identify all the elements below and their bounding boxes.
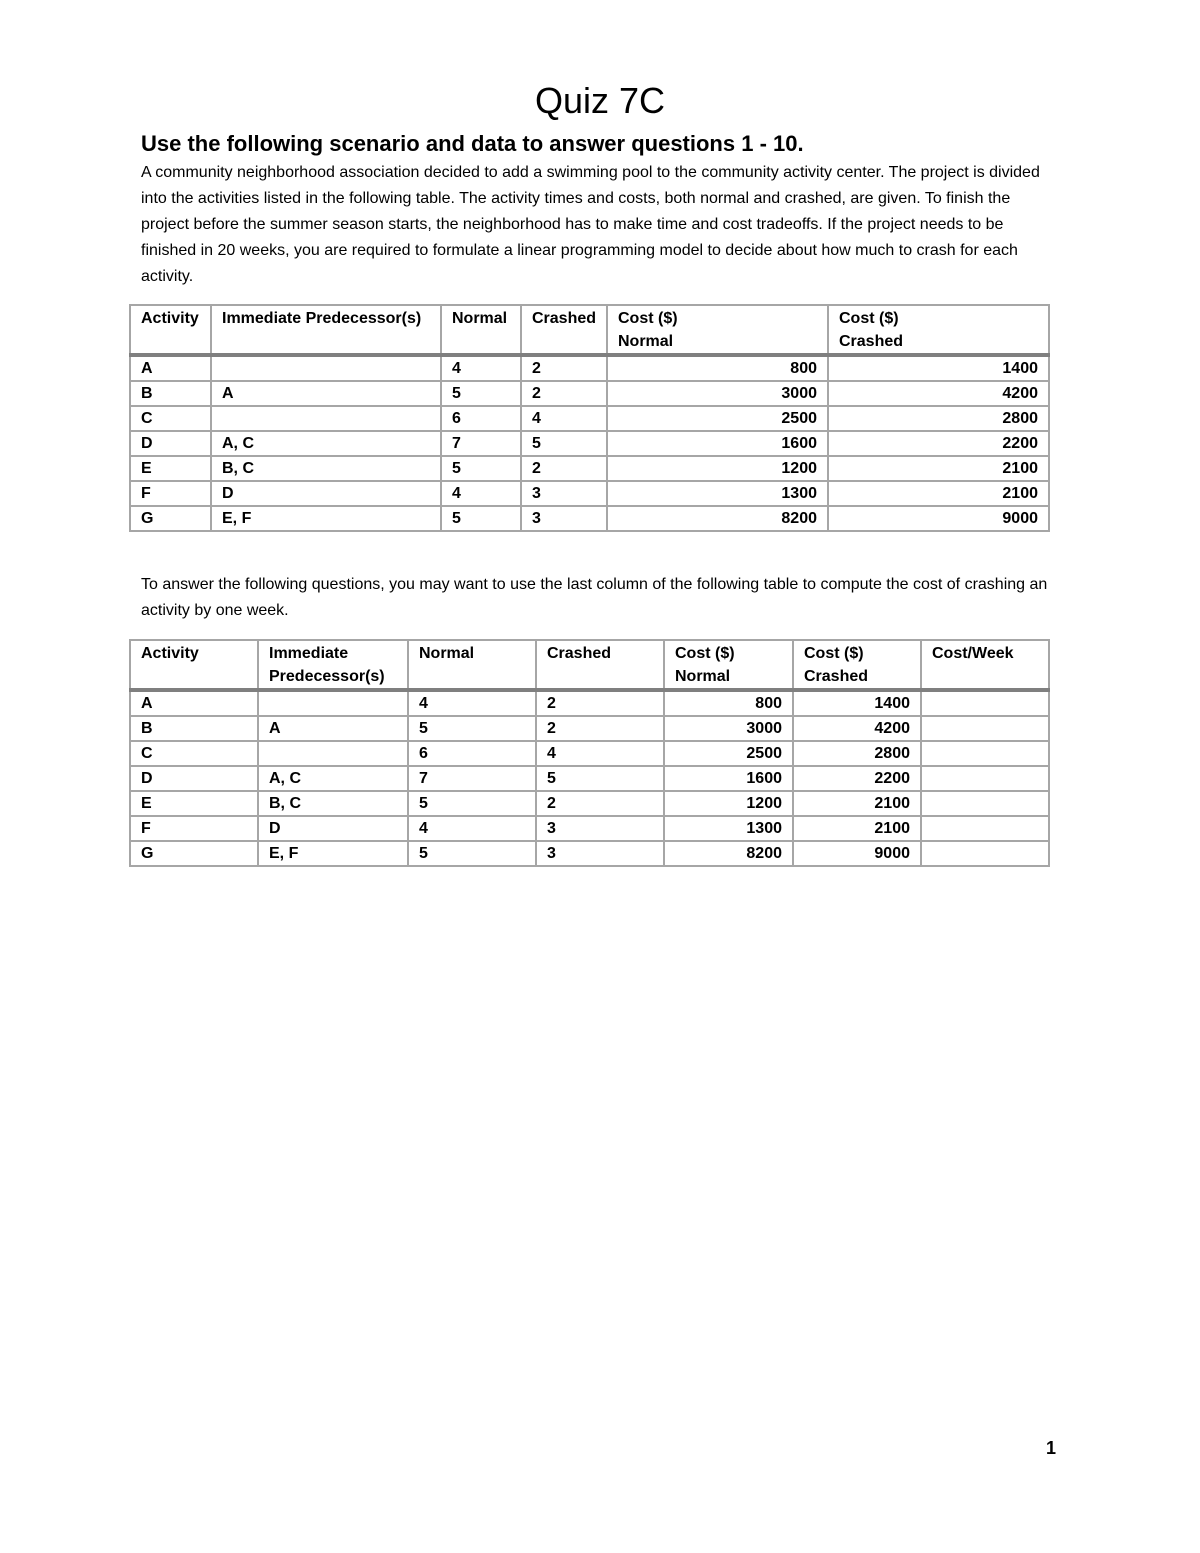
instruction-note: To answer the following questions, you may want to use the last column of the following table to compute the cost of crashing an activity by one week. [141,576,1048,619]
table-cell: D [258,816,408,841]
table-cell: 4 [441,481,521,506]
table-cell: A, C [211,431,441,456]
column-header: Activity [130,305,211,355]
table-cell: 6 [408,741,536,766]
table-cell: B [130,381,211,406]
table-cell: 7 [441,431,521,456]
instructions-heading: Use the following scenario and data to answer questions 1 - 10. [141,131,804,156]
column-header: Crashed [536,640,664,690]
table-cell: 5 [408,791,536,816]
table-cell: C [130,741,258,766]
column-header: Normal [441,305,521,355]
table-header-row [130,305,1049,355]
table-cell: 4 [408,690,536,716]
table-cell: 2 [536,690,664,716]
table-cell: B, C [258,791,408,816]
table-cell: 1200 [664,791,793,816]
column-header: Immediate Predecessor(s) [211,305,441,355]
table-cell: A [258,716,408,741]
activity-table [129,304,1050,532]
table-cell: 5 [536,766,664,791]
table-cell: 2200 [793,766,921,791]
table-cell: 5 [408,841,536,866]
table-cell: 1300 [664,816,793,841]
table-cell: 9000 [828,506,1049,531]
table-cell: B, C [211,456,441,481]
table-cell: 1400 [828,355,1049,381]
table-cell: A [130,690,258,716]
column-header: Crashed [521,305,607,355]
table-cell: 6 [441,406,521,431]
page-title: Quiz 7C [534,80,666,121]
table-cell: 3 [521,481,607,506]
table-cell: 2100 [793,816,921,841]
table-cell: 5 [441,506,521,531]
table-cell: 5 [441,456,521,481]
table-cell [921,716,1049,741]
table-row [130,690,1049,716]
page-number: 1 [1046,1438,1057,1458]
table-cell: G [130,841,258,866]
table-cell: 5 [521,431,607,456]
table-cell: 9000 [793,841,921,866]
table-row [130,716,1049,741]
table-cell [258,690,408,716]
table-cell: 4 [441,355,521,381]
table-cell [211,406,441,431]
table-cell: 2800 [828,406,1049,431]
table-cell: 4 [521,406,607,431]
table-cell: 800 [664,690,793,716]
table-cell: 800 [607,355,828,381]
table-cell: F [130,481,211,506]
table-cell: 2 [536,716,664,741]
table-cell: 1600 [664,766,793,791]
table-cell: E, F [258,841,408,866]
table-row [130,741,1049,766]
table-cell: 2200 [828,431,1049,456]
table-cell [921,741,1049,766]
table-cell: 2 [521,456,607,481]
table-cell: E [130,456,211,481]
table-row [130,431,1049,456]
table-row [130,456,1049,481]
table-cell: 3 [536,841,664,866]
table-cell: D [211,481,441,506]
table-cell: 2800 [793,741,921,766]
column-header: Normal [408,640,536,690]
table-cell: D [130,766,258,791]
table-cell [921,791,1049,816]
column-header: Immediate Predecessor(s) [258,640,408,690]
table-cell: 5 [441,381,521,406]
table-cell: E, F [211,506,441,531]
table-cell: 1600 [607,431,828,456]
cost-per-week-table [129,639,1050,867]
table-cell [921,690,1049,716]
table-cell: 1200 [607,456,828,481]
table-cell: A, C [258,766,408,791]
table-cell: 2500 [607,406,828,431]
table-cell: 2 [521,355,607,381]
table-cell [921,816,1049,841]
column-header: Cost ($) Crashed [793,640,921,690]
table-cell: 4200 [793,716,921,741]
table-row [130,816,1049,841]
table-row [130,481,1049,506]
table-cell: 2500 [664,741,793,766]
table-row [130,506,1049,531]
table-row [130,841,1049,866]
table-cell: 3000 [607,381,828,406]
column-header: Cost/Week [921,640,1049,690]
table-cell: 5 [408,716,536,741]
table-cell: 1300 [607,481,828,506]
table-cell: A [211,381,441,406]
table-cell: 2100 [828,481,1049,506]
table-cell: 3000 [664,716,793,741]
table-cell: 4200 [828,381,1049,406]
table-cell [921,766,1049,791]
column-header: Cost ($) Normal [664,640,793,690]
table-cell: 2100 [793,791,921,816]
table-cell: 2 [536,791,664,816]
table-cell: E [130,791,258,816]
table-cell: 8200 [607,506,828,531]
table-cell: 8200 [664,841,793,866]
column-header: Cost ($) Normal [607,305,828,355]
table-row [130,791,1049,816]
table-cell: 2100 [828,456,1049,481]
table-cell: 4 [536,741,664,766]
table-row [130,766,1049,791]
scenario-paragraph: A community neighborhood association decided to add a swimming pool to the community activity center. The project is divided into the activities listed in the following table. The activity times and costs, both normal and crashed, are given. To finish the project before the summer season starts, the neighborhood has to make time and cost tradeoffs. If the project needs to be finished in 20 weeks, you are required to formulate a linear programming model to decide about how much to crash for each activity. [141,164,1040,285]
table-cell: 4 [408,816,536,841]
table-cell: A [130,355,211,381]
table-cell: F [130,816,258,841]
table-cell [921,841,1049,866]
column-header: Cost ($) Crashed [828,305,1049,355]
table-cell: G [130,506,211,531]
table-cell: 1400 [793,690,921,716]
table-cell: B [130,716,258,741]
table-cell: C [130,406,211,431]
table-cell [258,741,408,766]
table-cell [211,355,441,381]
column-header: Activity [130,640,258,690]
table-header-row [130,640,1049,690]
table-cell: D [130,431,211,456]
table-cell: 3 [521,506,607,531]
table-cell: 7 [408,766,536,791]
table-cell: 3 [536,816,664,841]
table-row [130,381,1049,406]
table-row [130,406,1049,431]
table-row [130,355,1049,381]
table-cell: 2 [521,381,607,406]
